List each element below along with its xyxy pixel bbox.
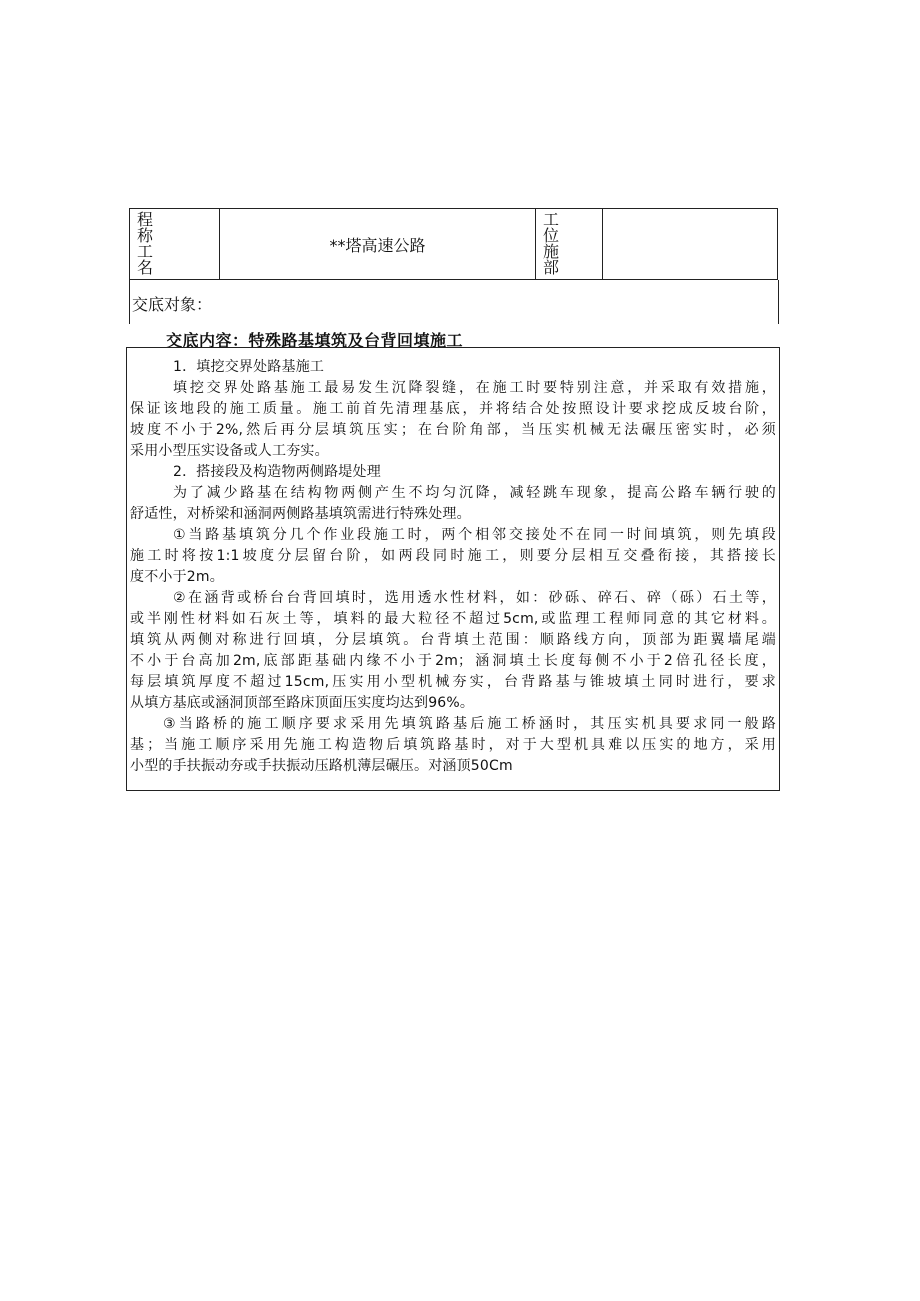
paragraph-line: 填挖交界处路基施工最易发生沉降裂缝，在施工时要特别注意，并采取有效措施， <box>173 380 776 396</box>
label-char: 工 <box>543 210 560 229</box>
section-2-heading: 2．搭接段及构造物两侧路堤处理 <box>173 464 381 480</box>
label-char: 称 <box>137 226 154 245</box>
label-char: 名 <box>137 258 154 277</box>
paragraph-line: 每层填筑厚度不超过15cm,压实用小型机械夯实，台背路基与锥坡填土同时进行，要求 <box>130 674 776 690</box>
paragraph-line: 保证该地段的施工质量。施工前首先清理基底，并将结合处按照设计要求挖成反坡台阶， <box>130 401 776 417</box>
disclosure-content-box <box>126 347 780 791</box>
construction-unit-value <box>603 209 778 280</box>
project-name-label <box>130 209 220 280</box>
label-char: 部 <box>543 258 560 277</box>
label-char: 程 <box>137 210 154 229</box>
paragraph-line: 从填方基底或涵洞顶部至路床顶面压实度均达到96%。 <box>130 695 475 711</box>
paragraph-line: 小型的手扶振动夯或手扶振动压路机薄层碾压。对涵顶50Cm <box>130 758 513 774</box>
paragraph-line: 填筑从两侧对称进行回填，分层填筑。台背填土范围：顺路线方向，顶部为距翼墙尾端 <box>130 632 776 648</box>
label-char: 位 <box>543 226 560 245</box>
label-char: 工 <box>137 242 154 261</box>
label-char: 施 <box>543 242 560 261</box>
disclosure-object-label: 交底对象： <box>132 295 213 314</box>
paragraph-line: 施工时将按1:1坡度分层留台阶，如两段同时施工，则要分层相互交叠衔接，其搭接长 <box>130 548 776 564</box>
construction-unit-label <box>536 209 603 280</box>
header-table <box>129 208 778 280</box>
paragraph-line: 坡度不小于2%,然后再分层填筑压实；在台阶角部，当压实机械无法碾压密实时，必须 <box>130 422 776 438</box>
paragraph-line: ②在涵背或桥台台背回填时，选用透水性材料，如：砂砾、碎石、碎（砾）石土等， <box>173 590 776 606</box>
disclosure-content-title: 交底内容：特殊路基填筑及台背回填施工 <box>166 331 464 350</box>
paragraph-line: 为了减少路基在结构物两侧产生不均匀沉降，减轻跳车现象，提高公路车辆行驶的 <box>173 485 776 501</box>
section-1-heading: 1．填挖交界处路基施工 <box>173 359 325 375</box>
paragraph-line: ①当路基填筑分几个作业段施工时，两个相邻交接处不在同一时间填筑，则先填段 <box>173 527 776 543</box>
paragraph-line: 不小于台高加2m,底部距基础内缘不小于2m；涵洞填土长度每侧不小于2倍孔径长度， <box>130 653 776 669</box>
paragraph-line: ③当路桥的施工顺序要求采用先填筑路基后施工桥涵时，其压实机具要求同一般路 <box>163 716 776 732</box>
paragraph-line: 度不小于2m。 <box>130 569 224 585</box>
paragraph-line: 舒适性，对桥梁和涵洞两侧路基填筑需进行特殊处理。 <box>130 506 471 522</box>
disclosure-object-row <box>129 280 779 324</box>
paragraph-line: 或半刚性材料如石灰土等，填料的最大粒径不超过5cm,或监理工程师同意的其它材料。 <box>130 611 776 627</box>
paragraph-line: 采用小型压实设备或人工夯实。 <box>130 443 329 459</box>
project-name-value: **塔高速公路 <box>220 209 536 280</box>
paragraph-line: 基；当施工顺序采用先施工构造物后填筑路基时，对于大型机具难以压实的地方，采用 <box>130 737 776 753</box>
